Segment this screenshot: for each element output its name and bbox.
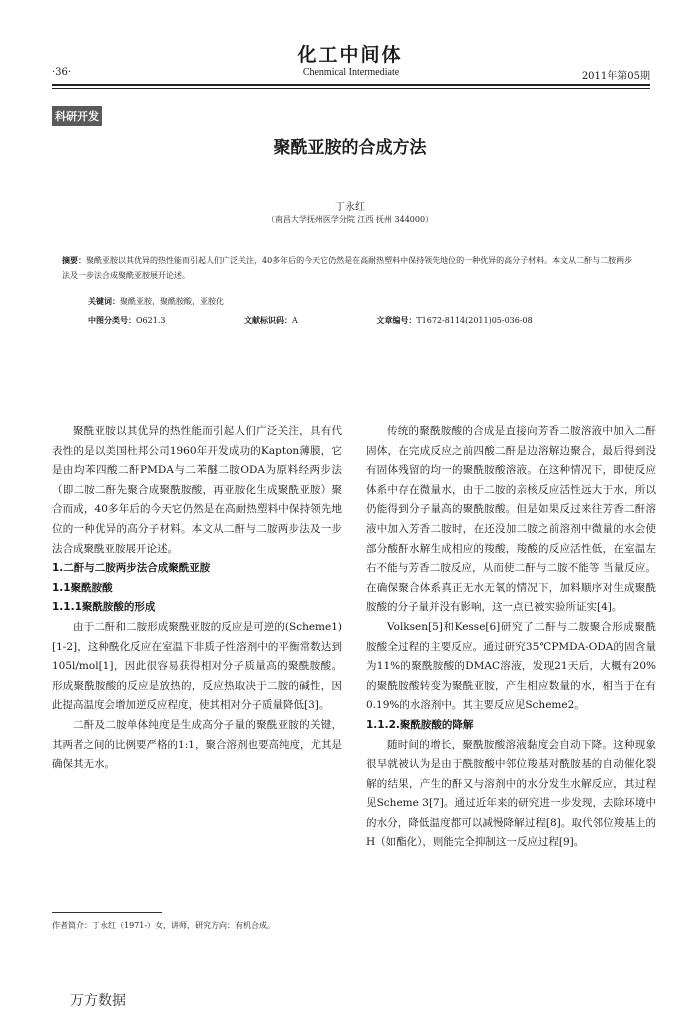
watermark: 万方数据 xyxy=(70,993,126,1009)
author-footnote: 作者简介：丁永红（1971-）女，讲师，研究方向：有机合成。 xyxy=(52,921,276,930)
body-paragraph: 聚酰亚胺以其优异的热性能而引起人们广泛关注，具有代表性的是以美国杜邦公司1960年开发成功的Kapton薄膜，它是由均苯四酸二酐PMDA与二苯醚二胺ODA为原料经两步法（即二胺二酐先聚合成聚酰胺酸，再亚胺化生成聚酰亚胺）聚合而成，40多年后的今天它仍然是在高耐热塑料中保持领先地位的一种优异的高分子材料。本文从二酐与二胺两步法及一步法合成聚酰亚胺展开论述。 xyxy=(52,425,342,555)
left-column xyxy=(52,422,342,775)
author-affiliation: （南昌大学抚州医学分院 江西 抚州 344000） xyxy=(266,215,434,224)
journal-masthead: 化工中间体 xyxy=(297,44,403,66)
body-paragraph: 由于二酐和二胺形成聚酰亚胺的反应是可逆的(Scheme1)[1-2]，这种酰化反应在室温下非质子性溶剂中的平衡常数达到105l/mol[1]，因此很容易获得相对分子质量高的聚酰胺酸。形成聚酰胺酸的反应是放热的，反应热取决于二胺的碱性，因此提高温度会增加逆反应程度，使其相对分子质量降低[3]。 xyxy=(52,620,342,712)
section-heading: 1.1.2.聚酰胺酸的降解 xyxy=(366,718,474,731)
section-heading: 1.1.1聚酰胺酸的形成 xyxy=(52,601,156,614)
keywords-row xyxy=(88,292,609,311)
classification-row xyxy=(88,311,609,330)
body-paragraph: 传统的聚酰胺酸的合成是直接向芳香二胺溶液中加入二酐固体，在完成反应之前四酸二酐是边溶解边聚合，最后得到没有固体残留的均一的聚酰胺酸溶液。在这种情况下，即使反应体系中存在微量水，由于二胺的亲核反应活性远大于水，所以仍能得到分子量高的聚酰胺酸。但是如果反过来往芳香二酐溶液中加入芳香二胺时，在还没加二胺之前溶剂中微量的水会使部分酸酐水解生成相应的羧酸，羧酸的反应活性低，在室温左右不能与芳香二胺反应，从而使二酐与二胺不能等 当量反应。在确保聚合体系真正无水无氧的情况下，加料顺序对生成聚酰胺酸的分子量并没有影响，这一点已被实验所证实[4]。 xyxy=(366,425,656,614)
author-name: 丁永红 xyxy=(335,202,365,213)
page-number: ·36· xyxy=(52,67,72,78)
body-paragraph: 二酐及二胺单体纯度是生成高分子量的聚酰亚胺的关键，其两者之间的比例要严格的1:1，聚合溶剂也要高纯度，尤其是确保其无水。 xyxy=(52,718,342,771)
right-column xyxy=(366,422,656,853)
issue-label: 2011年第05期 xyxy=(581,71,650,82)
keywords: 聚酰亚胺，聚酰胺酸，亚胺化 xyxy=(120,297,224,306)
keywords-label: 关键词： xyxy=(88,296,120,306)
abstract xyxy=(62,253,638,283)
running-header xyxy=(52,67,650,83)
body-paragraph: 随时间的增长，聚酰胺酸溶液黏度会自动下降。这种现象很早就被认为是由于酰胺酸中邻位羧基对酰胺基的自动催化裂解的结果，产生的酐又与溶剂中的水分发生水解反应，其过程见Scheme 3[7]。通过近年来的研究进一步发现，去除环境中的水分，降低温度都可以减慢降解过程[8]。取代邻位羧基上的H（如酯化），则能完全抑制这一反应过程[9]。 xyxy=(366,738,656,849)
clc-field: 中图分类号：O621.3 xyxy=(88,315,166,325)
header-rule-thick xyxy=(52,84,650,86)
articleno-field: 文章编号：T1672-8114(2011)05-036-08 xyxy=(376,315,533,325)
article-metadata xyxy=(88,292,609,330)
journal-english-name: Chenmical Intermediate xyxy=(302,67,400,78)
header-rule-thin xyxy=(52,88,650,89)
section-heading: 1.二酐与二胺两步法合成聚酰亚胺 xyxy=(52,562,211,575)
section-heading: 1.1聚酰胺酸 xyxy=(52,581,113,594)
abstract-label: 摘要： xyxy=(62,255,86,265)
abstract-text: 聚酰亚胺以其优异的热性能而引起人们广泛关注，40多年后的今天它仍然是在高耐热塑料中保持领先地位的一种优异的高分子材料。本文从二酐与二胺两步法及一步法合成聚酰亚胺展开论述。 xyxy=(62,256,633,280)
article-title: 聚酰亚胺的合成方法 xyxy=(273,138,427,158)
section-tag: 科研开发 xyxy=(52,106,102,126)
body-paragraph: Volksen[5]和Kesse[6]研究了二酐与二胺聚合形成聚酰胺酸全过程的主要反应。通过研究35℃PMDA-ODA的固含量为11%的聚酰胺酸的DMAC溶液，发现21天后，大概有20%的聚酰胺酸转变为聚酰亚胺，产生相应数量的水，相当于在有0.19%的水溶剂中。其主要反应见Scheme2。 xyxy=(366,620,656,712)
footnote-rule xyxy=(52,912,162,913)
doccode-field: 文献标识码：A xyxy=(244,315,298,325)
